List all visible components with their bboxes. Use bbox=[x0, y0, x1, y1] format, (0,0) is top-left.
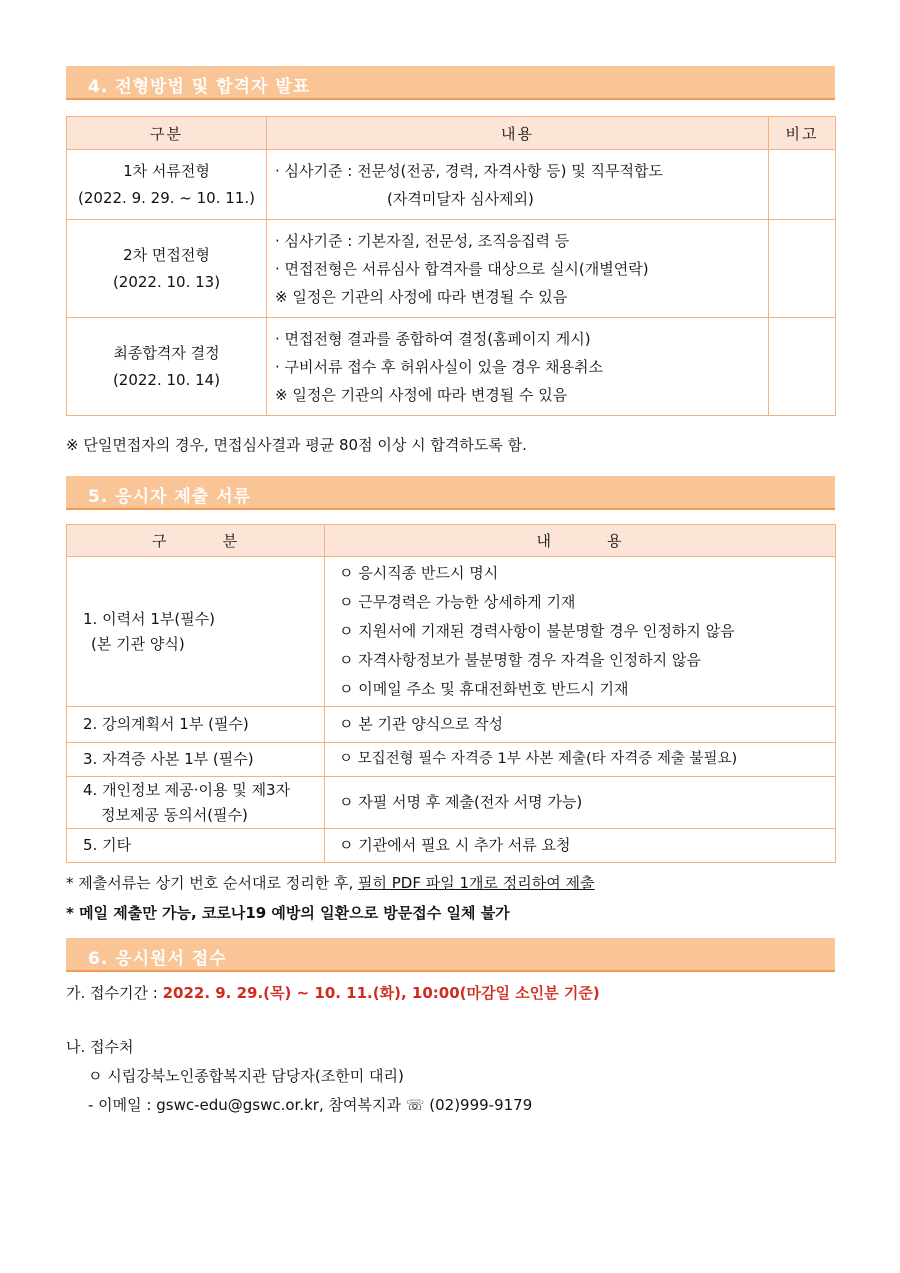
header-content: 내 용 bbox=[325, 525, 836, 557]
table-row bbox=[67, 557, 836, 707]
submission-note: * 제출서류는 상기 번호 순서대로 정리한 후, 필히 PDF 파일 1개로 정리하여 제출 bbox=[66, 874, 595, 892]
document-item-cell: 1. 이력서 1부(필수) (본 기관 양식) bbox=[67, 557, 325, 707]
remarks-cell bbox=[769, 220, 836, 318]
table-row bbox=[67, 707, 836, 743]
application-period: 가. 접수기간 : 2022. 9. 29.(목) ~ 10. 11.(화), 10:00(마감일 소인분 기준) bbox=[66, 984, 600, 1002]
section-4-header bbox=[66, 66, 835, 100]
pdf-requirement: 필히 PDF 파일 1개로 정리하여 제출 bbox=[357, 874, 595, 892]
content-cell: · 면접전형 결과를 종합하여 결정(홈페이지 게시) · 구비서류 접수 후 허위사실이 있을 경우 채용취소 ※ 일정은 기관의 사정에 따라 변경될 수 있음 bbox=[267, 318, 769, 416]
place-label: 나. 접수처 bbox=[66, 1038, 134, 1056]
document-item-cell: 3. 자격증 사본 1부 (필수) bbox=[67, 743, 325, 777]
header-remarks: 비고 bbox=[769, 117, 836, 150]
stage-cell: 2차 면접전형 (2022. 10. 13) bbox=[67, 220, 267, 318]
stage-cell: 최종합격자 결정 (2022. 10. 14) bbox=[67, 318, 267, 416]
stage-cell: 1차 서류전형 (2022. 9. 29. ~ 10. 11.) bbox=[67, 150, 267, 220]
remarks-cell bbox=[769, 318, 836, 416]
period-value: 2022. 9. 29.(목) ~ 10. 11.(화), 10:00(마감일 소인분 기준) bbox=[162, 984, 600, 1002]
content-cell: · 심사기준 : 기본자질, 전문성, 조직응집력 등 · 면접전형은 서류심사 합격자를 대상으로 실시(개별연락) ※ 일정은 기관의 사정에 따라 변경될 수 있음 bbox=[267, 220, 769, 318]
document-content-cell: ㅇ 본 기관 양식으로 작성 bbox=[325, 707, 836, 743]
table-header-row bbox=[67, 117, 836, 150]
place-organization: ㅇ 시립강북노인종합복지관 담당자(조한미 대리) bbox=[88, 1067, 404, 1085]
table-row bbox=[67, 777, 836, 829]
email-only-note: * 메일 제출만 가능, 코로나19 예방의 일환으로 방문접수 일체 불가 bbox=[66, 904, 510, 922]
header-content: 내용 bbox=[267, 117, 769, 150]
document-item-cell: 5. 기타 bbox=[67, 829, 325, 863]
remarks-cell bbox=[769, 150, 836, 220]
document-content-cell: ㅇ 응시직종 반드시 명시 ㅇ 근무경력은 가능한 상세하게 기재 ㅇ 지원서에 기재된 경력사항이 불분명할 경우 인정하지 않음 ㅇ 자격사항정보가 불분명할 경우 자격을 인정하지 않음 ㅇ 이메일 주소 및 휴대전화번호 반드시 기재 bbox=[325, 557, 836, 707]
document-item-cell: 2. 강의계획서 1부 (필수) bbox=[67, 707, 325, 743]
table-row bbox=[67, 829, 836, 863]
section-4-title: 4. 전형방법 및 합격자 발표 bbox=[88, 77, 311, 97]
section-5-header bbox=[66, 476, 835, 510]
document-item-cell: 4. 개인정보 제공·이용 및 제3자 정보제공 동의서(필수) bbox=[67, 777, 325, 829]
table-row bbox=[67, 150, 836, 220]
table-row bbox=[67, 220, 836, 318]
place-contact: - 이메일 : gswc-edu@gswc.or.kr, 참여복지과 ☏ (02)999-9179 bbox=[88, 1096, 533, 1114]
content-cell: · 심사기준 : 전문성(전공, 경력, 자격사항 등) 및 직무적합도 (자격미달자 심사제외) bbox=[267, 150, 769, 220]
documents-table bbox=[66, 524, 836, 863]
section-6-header bbox=[66, 938, 835, 972]
table-row bbox=[67, 318, 836, 416]
header-category: 구분 bbox=[67, 117, 267, 150]
table-header-row bbox=[67, 525, 836, 557]
section-5-title: 5. 응시자 제출 서류 bbox=[88, 487, 251, 507]
document-content-cell: ㅇ 자필 서명 후 제출(전자 서명 가능) bbox=[325, 777, 836, 829]
header-category: 구 분 bbox=[67, 525, 325, 557]
document-content-cell: ㅇ 모집전형 필수 자격증 1부 사본 제출(타 자격증 제출 불필요) bbox=[325, 743, 836, 777]
screening-table bbox=[66, 116, 836, 416]
interview-footnote: ※ 단일면접자의 경우, 면접심사결과 평균 80점 이상 시 합격하도록 함. bbox=[66, 436, 527, 454]
section-6-title: 6. 응시원서 접수 bbox=[88, 949, 227, 969]
document-content-cell: ㅇ 기관에서 필요 시 추가 서류 요청 bbox=[325, 829, 836, 863]
table-row bbox=[67, 743, 836, 777]
